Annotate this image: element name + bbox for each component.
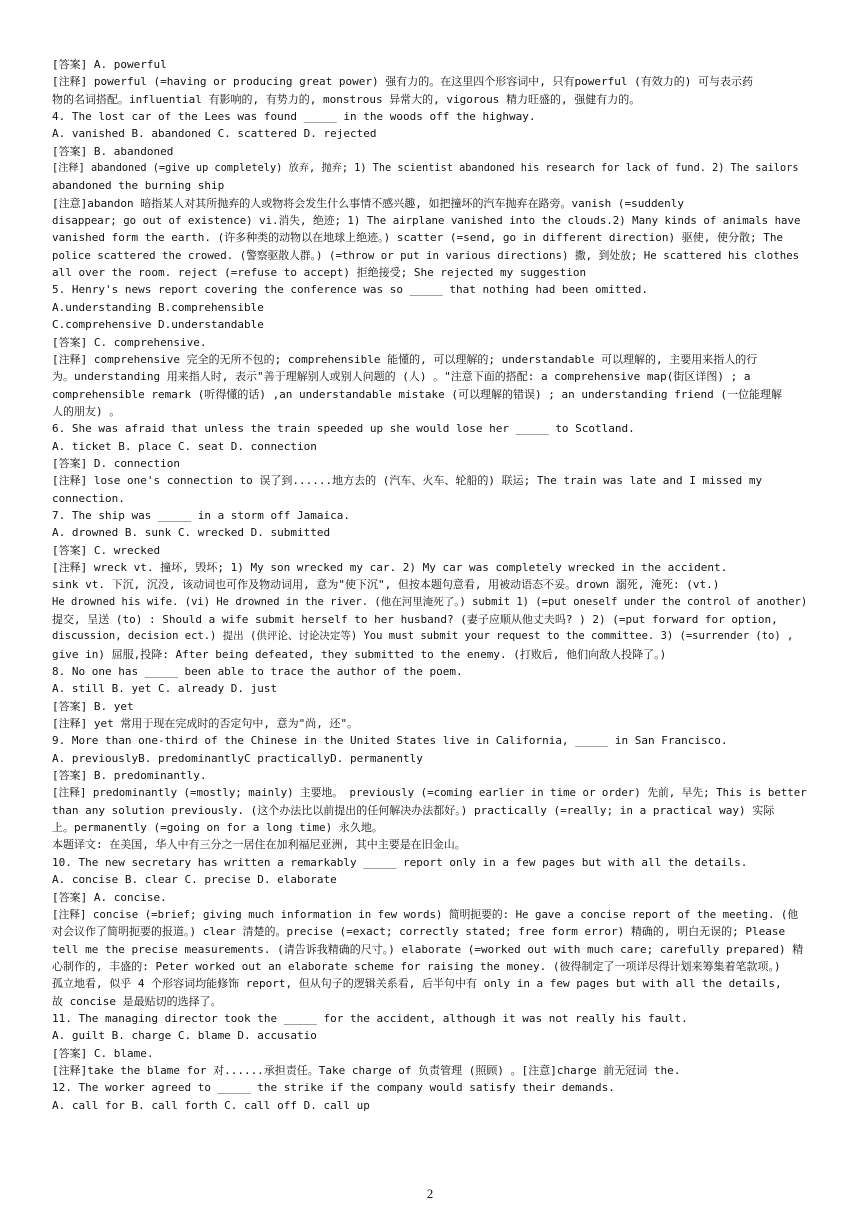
text-line: sink vt. 下沉, 沉没, 该动词也可作及物动词用, 意为"使下沉", 但按本题句意看, 用被动语态不妥。drown 溺死, 淹死: (vt.) [52,578,720,592]
text-line: 上。permanently (=going on for a long time) 永久地。 [52,821,383,835]
text-line: disappear; go out of existence) vi.消失, 绝迹; 1) The airplane vanished into the clouds.2) Many kinds of animals have [52,214,801,228]
text-line: 10. The new secretary has written a remarkably _____ report only in a few pages but with all the details. [52,855,748,869]
text-line: 人的朋友) 。 [52,404,121,418]
text-line: 孤立地看, 似乎 4 个形容词均能修饰 report, 但从句子的逻辑关系看, 后半句中有 only in a few pages but with all the details, [52,977,782,991]
text-line: C.comprehensive D.understandable [52,318,264,332]
text-line: A. call for B. call forth C. call off D. call up [52,1098,370,1112]
text-line: [答案] C. blame. [52,1046,154,1060]
text-line: 物的名词搭配。influential 有影响的, 有势力的, monstrous 异常大的, vigorous 精力旺盛的, 强健有力的。 [52,92,641,106]
text-line: [注释] predominantly (=mostly; mainly) 主要地。 previously (=coming earlier in time or order) 先前, 早先; This is better [52,786,807,800]
text-line: A. previouslyB. predominantlyC practicallyD. permanently [52,751,423,765]
text-line: [注释] concise (=brief; giving much information in few words) 简明扼要的: He gave a concise report of the meeting. (他 [52,907,799,921]
page-number: 2 [426,1186,434,1201]
text-line: connection. [52,491,125,505]
text-line: 9. More than one-third of the Chinese in the United States live in California, _____ in San Francisco. [52,734,728,748]
text-line: tell me the precise measurements. (请告诉我精确的尺寸。) elaborate (=worked out with much care; carefully prepared) 精 [52,942,804,956]
text-line: [注释] wreck vt. 撞坏, 毁坏; 1) My son wrecked my car. 2) My car was completely wrecked in the accident. [52,560,728,574]
text-line: [注意]abandon 暗指某人对其所抛弃的人或物将会发生什么事情不感兴趣, 如把撞坏的汽车抛弃在路旁。vanish (=suddenly [52,196,685,210]
text-line: A. still B. yet C. already D. just [52,682,278,696]
text-line: [答案] C. comprehensive. [52,335,207,349]
text-line: [答案] C. wrecked [52,543,161,557]
text-line: A. drowned B. sunk C. wrecked D. submitted [52,526,331,540]
text-line: 对会议作了简明扼要的报道。) clear 清楚的。precise (=exact; correctly stated; free form error) 精确的, 明白无误的; Please [52,925,786,939]
text-line: [注释] yet 常用于现在完成时的否定句中, 意为"尚, 还"。 [52,717,359,731]
text-line: 本题译文: 在美国, 华人中有三分之一居住在加利福尼亚洲, 其中主要是在旧金山。 [52,838,466,852]
text-line: [注释]take the blame for 对......承担责任。Take charge of 负责管理 (照顾) 。[注意]charge 前无冠词 the. [52,1063,681,1077]
text-line: 心制作的, 丰盛的: Peter worked out an elaborate scheme for raising the money. (彼得制定了一项详尽得计划来筹集着笔款项。) [52,959,781,973]
text-line: discussion, decision ect.) 提出 (供评论、讨论决定等) You must submit your request to the committee. 3) (=surrender (to) , [52,630,794,643]
document-body [52,56,808,1114]
text-line: [答案] A. powerful [52,58,167,71]
text-line: 7. The ship was _____ in a storm off Jamaica. [52,508,351,522]
text-line: 11. The managing director took the _____ for the accident, although it was not really his fault. [52,1011,688,1025]
text-line: [注释] lose one's connection to 误了到......地方去的 (汽车、火车、轮船的) 联运; The train was late and I missed my [52,474,763,488]
text-line: 4. The lost car of the Lees was found _____ in the woods off the highway. [52,110,536,124]
text-line: all over the room. reject (=refuse to accept) 拒绝接受; She rejected my suggestion [52,266,587,280]
text-line: A. guilt B. charge C. blame D. accusatio [52,1029,317,1043]
text-line: [答案] B. abandoned [52,144,174,158]
text-line: 为。understanding 用来指人时, 表示"善于理解别人或别人问题的 (人) 。"注意下面的搭配: a comprehensive map(街区详图) ; a [52,370,751,384]
text-line: than any solution previously. (这个办法比以前提出的任何解决办法都好。) practically (=really; in a practical way) 实际 [52,803,775,817]
text-line: A.understanding B.comprehensible [52,300,264,314]
text-line: abandoned the burning ship [52,179,225,193]
text-line: 8. No one has _____ been able to trace the author of the poem. [52,665,463,679]
text-line: 6. She was afraid that unless the train speeded up she would lose her _____ to Scotland. [52,422,635,436]
text-line: [注释] abandoned (=give up completely) 放弃, 抛弃; 1) The scientist abandoned his research for lack of fund. 2) The sailors [52,162,799,175]
text-line: comprehensible remark (听得懂的话) ,an understandable mistake (可以理解的错误) ; an understanding friend (一位能理解 [52,387,783,401]
text-line: He drowned his wife. (vi) He drowned in the river. (他在河里淹死了。) submit 1) (=put oneself under the control of another) [52,595,808,608]
text-line: [答案] A. concise. [52,890,167,904]
text-line: [答案] B. predominantly. [52,769,207,783]
text-line: police scattered the crowed. (警察驱散人群。) (=throw or put in various directions) 撒, 到处放; He scattered his clothes [52,248,800,262]
text-line: A. ticket B. place C. seat D. connection [52,439,317,453]
text-line: 5. Henry's news report covering the conference was so _____ that nothing had been omitted. [52,283,649,297]
text-line: [答案] D. connection [52,456,180,470]
text-line: A. concise B. clear C. precise D. elaborate [52,873,337,887]
text-line: A. vanished B. abandoned C. scattered D. rejected [52,127,377,141]
text-line: 故 concise 是最贴切的选择了。 [52,994,222,1008]
text-line: 提交, 呈送 (to) : Should a wife submit herself to her husband? (妻子应顺从他丈夫吗? ) 2) (=put forward for option, [52,613,778,626]
text-line: vanished form the earth. (许多种类的动物以在地球上绝迹。) scatter (=send, go in different direction) 驱使, 使分散; The [52,231,784,245]
text-line: [注释] comprehensive 完全的无所不包的; comprehensible 能懂的, 可以理解的; understandable 可以理解的, 主要用来指人的行 [52,352,758,366]
text-line: [答案] B. yet [52,699,134,713]
text-line: give in) 屈服,投降: After being defeated, they submitted to the enemy. (打败后, 他们向敌人投降了。) [52,647,667,661]
text-line: [注释] powerful (=having or producing great power) 强有力的。在这里四个形容词中, 只有powerful (有效力的) 可与表示药 [52,75,753,89]
text-line: 12. The worker agreed to _____ the strike if the company would satisfy their demands. [52,1081,615,1095]
